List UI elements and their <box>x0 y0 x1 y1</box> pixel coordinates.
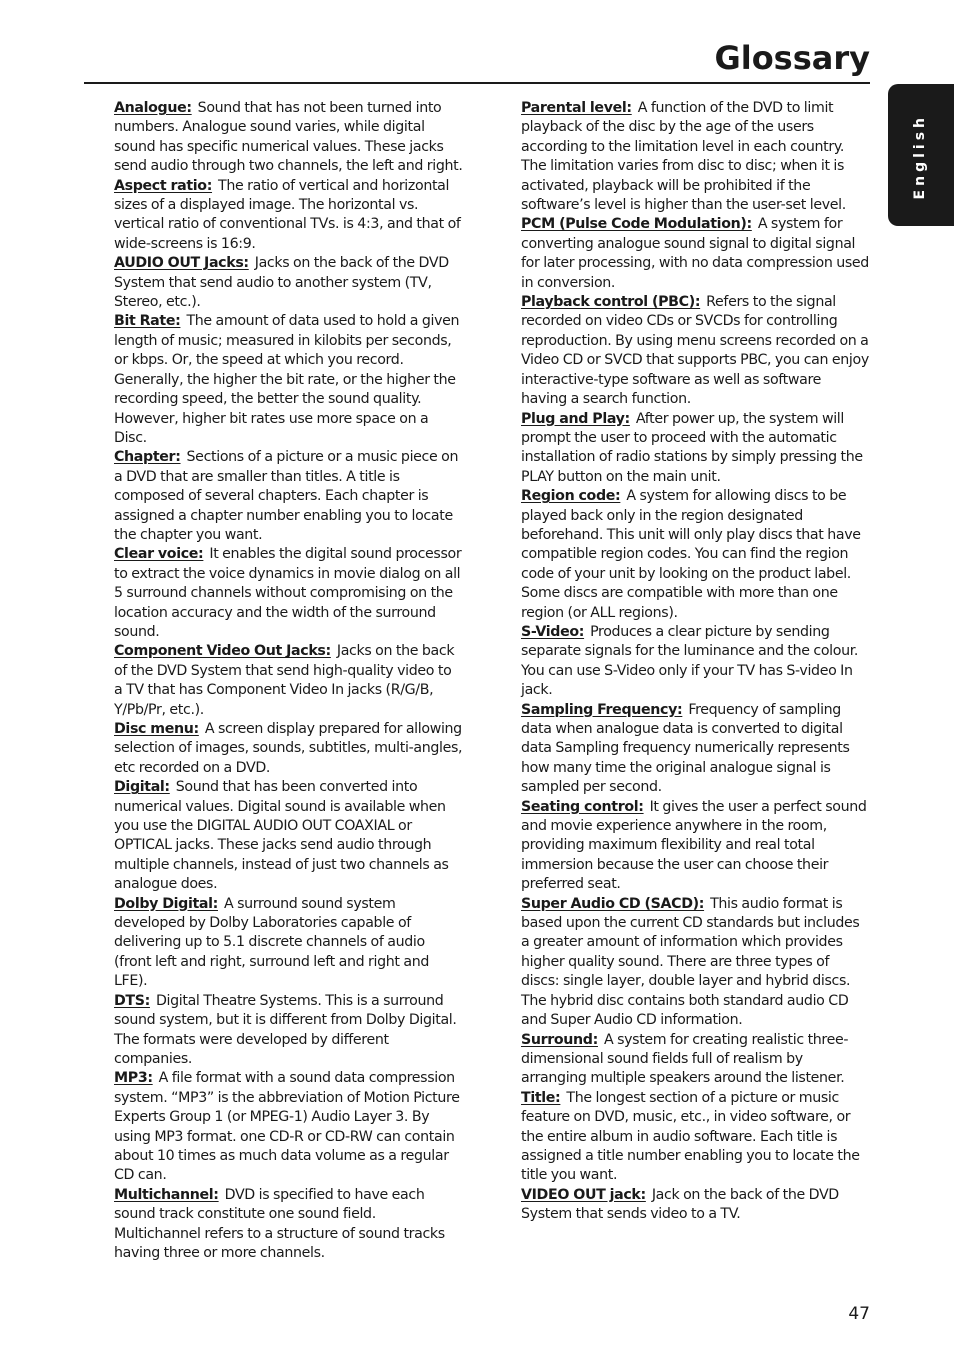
glossary-entry <box>114 545 463 642</box>
glossary-term: PCM (Pulse Code Modulation): <box>521 216 752 233</box>
glossary-term: Title: <box>521 1089 561 1106</box>
glossary-term: Plug and Play: <box>521 410 630 427</box>
glossary-definition: After power up, the system will prompt the user to proceed with the automatic installation of radio stations by simply pressing the PLAY button on the main unit. <box>521 410 863 485</box>
glossary-entry <box>521 1031 870 1089</box>
glossary-term: S-Video: <box>521 623 585 640</box>
glossary-term: Seating control: <box>521 798 644 815</box>
glossary-term: Region code: <box>521 488 621 505</box>
glossary-definition: Sections of a picture or a music piece on a DVD that are smaller than titles. A title is composed of several chapters. Each chapter is assigned a chapter number enabling you to locate the chapter you want. <box>114 449 459 543</box>
glossary-term: Parental level: <box>521 100 632 116</box>
glossary-term: Bit Rate: <box>114 313 181 330</box>
glossary-definition: A screen display prepared for allowing selection of images, sounds, subtitles, multi-angles, etc recorded on a DVD. <box>114 721 463 776</box>
glossary-definition: Refers to the signal recorded on video CDs or SVCDs for controlling reproduction. By using menu screens recorded on a Video CD or SVCD that supports PBC, you can enjoy interactive-type software as well as software having a search function. <box>521 294 869 408</box>
language-tab <box>888 84 954 226</box>
glossary-entry <box>521 798 870 895</box>
glossary-term: Surround: <box>521 1031 598 1048</box>
title-rule <box>84 82 870 84</box>
glossary-definition: This audio format is based upon the current CD standards but includes a greater amount of information which provides higher quality sound. There are three types of discs: single layer, double layer and hybrid discs. The hybrid disc contains both standard audio CD and Super Audio CD information. <box>521 895 860 1029</box>
glossary-entry <box>114 254 463 312</box>
glossary-entry <box>114 1069 463 1185</box>
glossary-entry <box>114 992 463 1070</box>
glossary-definition: The longest section of a picture or music feature on DVD, music, etc., in video software, or the entire album in audio software. Each title is assigned a title number enabling you to locate the title you want. <box>521 1089 860 1184</box>
glossary-term: Dolby Digital: <box>114 895 218 912</box>
glossary-definition: The ratio of vertical and horizontal sizes of a displayed image. The horizontal vs. vertical ratio of conventional TVs. is 4:3, and that of wide-screens is 16:9. <box>114 177 461 252</box>
page-title: Glossary <box>714 39 870 77</box>
glossary-definition: Sound that has not been turned into numbers. Analogue sound varies, while digital sound has specific numerical values. These jacks send audio through two channels, the left and right. <box>114 100 463 175</box>
glossary-definition: Jacks on the back of the DVD System that send high-quality video to a TV that has Component Video In jacks (R/G/B, Y/Pb/Pr, etc.). <box>114 643 455 718</box>
glossary-term: Disc menu: <box>114 721 199 737</box>
glossary-definition: It enables the digital sound processor to extract the voice dynamics in movie dialog on all 5 surround channels without compromising on the location accuracy and the width of the surround sound. <box>114 546 462 640</box>
glossary-entry <box>521 487 870 623</box>
glossary-term: Chapter: <box>114 449 181 466</box>
glossary-entry <box>114 99 463 177</box>
glossary-entry <box>114 720 463 778</box>
language-tab-label: English <box>912 114 928 200</box>
glossary-entry <box>114 177 463 255</box>
glossary-entry <box>114 448 463 545</box>
glossary-definition: Jacks on the back of the DVD System that send audio to another system (TV, Stereo, etc.). <box>114 255 449 311</box>
glossary-column-left <box>114 99 463 1263</box>
glossary-term: Aspect ratio: <box>114 177 213 194</box>
glossary-definition: It gives the user a perfect sound and movie experience anywhere in the room, providing maximum flexibility and real total immersion because the user can choose their preferred seat. <box>521 798 867 893</box>
glossary-term: Analogue: <box>114 100 192 116</box>
glossary-definition: A surround sound system developed by Dolby Laboratories capable of delivering up to 5.1 discrete channels of audio (front left and right, surround left and right and LFE). <box>114 895 430 990</box>
glossary-definition: A file format with a sound data compression system. “MP3” is the abbreviation of Motion Picture Experts Group 1 (or MPEG-1) Audio Layer 3. By using MP3 format. one CD-R or CD-RW can contain about 10 times as much data volume as a regular CD can. <box>114 1070 460 1184</box>
glossary-term: Playback control (PBC): <box>521 294 701 311</box>
glossary-entry <box>114 1186 463 1264</box>
glossary-term: Digital: <box>114 779 170 796</box>
glossary-term: Sampling Frequency: <box>521 701 683 718</box>
glossary-definition: DVD is specified to have each sound track constitute one sound field. Multichannel refers to a structure of sound tracks having three or more channels. <box>114 1186 445 1261</box>
glossary-definition: Jack on the back of the DVD System that sends video to a TV. <box>521 1186 839 1223</box>
glossary-column-right <box>521 99 870 1225</box>
glossary-entry <box>114 895 463 992</box>
glossary-definition: A system for creating realistic three-dimensional sound fields full of realism by arranging multiple speakers around the listener. <box>521 1031 849 1087</box>
page-number: 47 <box>848 1304 870 1324</box>
glossary-term: VIDEO OUT jack: <box>521 1186 646 1203</box>
glossary-definition: A function of the DVD to limit playback of the disc by the age of the users according to the limitation level in each country. The limitation varies from disc to disc; when it is activated, playback will be prohibited if the software’s level is higher than the user-set level. <box>521 100 846 214</box>
glossary-entry <box>521 293 870 409</box>
glossary-entry <box>521 99 870 215</box>
glossary-definition: Produces a clear picture by sending separate signals for the luminance and the colour. You can use S-Video only if your TV has S-video In jack. <box>521 623 859 699</box>
glossary-entry <box>521 1089 870 1186</box>
glossary-definition: Frequency of sampling data when analogue data is converted to digital data Sampling frequency numerically represents how many time the original analogue signal is sampled per second. <box>521 701 850 796</box>
glossary-definition: A system for converting analogue sound signal to digital signal for later processing, with no data compression used in conversion. <box>521 216 869 291</box>
glossary-definition: Digital Theatre Systems. This is a surround sound system, but it is different from Dolby Digital. The formats were developed by different companies. <box>114 992 457 1067</box>
glossary-definition: The amount of data used to hold a given length of music; measured in kilobits per seconds, or kbps. Or, the speed at which you record. Generally, the higher the bit rate, or the higher the recording speed, the better the sound quality. However, higher bit rates use more space on a Disc. <box>114 313 460 446</box>
glossary-entry <box>521 895 870 1031</box>
glossary-definition: A system for allowing discs to be played back only in the region designated beforehand. This unit will only play discs that have compatible region codes. You can find the region code of your unit by looking on the product label. Some discs are compatible with more than one region (or ALL regions). <box>521 488 861 621</box>
glossary-term: Component Video Out Jacks: <box>114 643 331 660</box>
glossary-entry <box>114 312 463 448</box>
glossary-entry <box>521 701 870 798</box>
glossary-entry <box>114 642 463 720</box>
glossary-term: Super Audio CD (SACD): <box>521 895 705 912</box>
glossary-term: DTS: <box>114 992 150 1009</box>
glossary-entry <box>521 1186 870 1225</box>
glossary-term: AUDIO OUT Jacks: <box>114 255 249 272</box>
glossary-entry <box>521 623 870 701</box>
glossary-term: MP3: <box>114 1070 153 1087</box>
glossary-term: Multichannel: <box>114 1186 219 1203</box>
glossary-entry <box>521 410 870 488</box>
glossary-definition: Sound that has been converted into numerical values. Digital sound is available when you use the DIGITAL AUDIO OUT COAXIAL or OPTICAL jacks. These jacks send audio through multiple channels, instead of just two channels as analogue does. <box>114 779 449 893</box>
glossary-entry <box>521 215 870 293</box>
glossary-term: Clear voice: <box>114 546 204 563</box>
glossary-entry <box>114 778 463 894</box>
